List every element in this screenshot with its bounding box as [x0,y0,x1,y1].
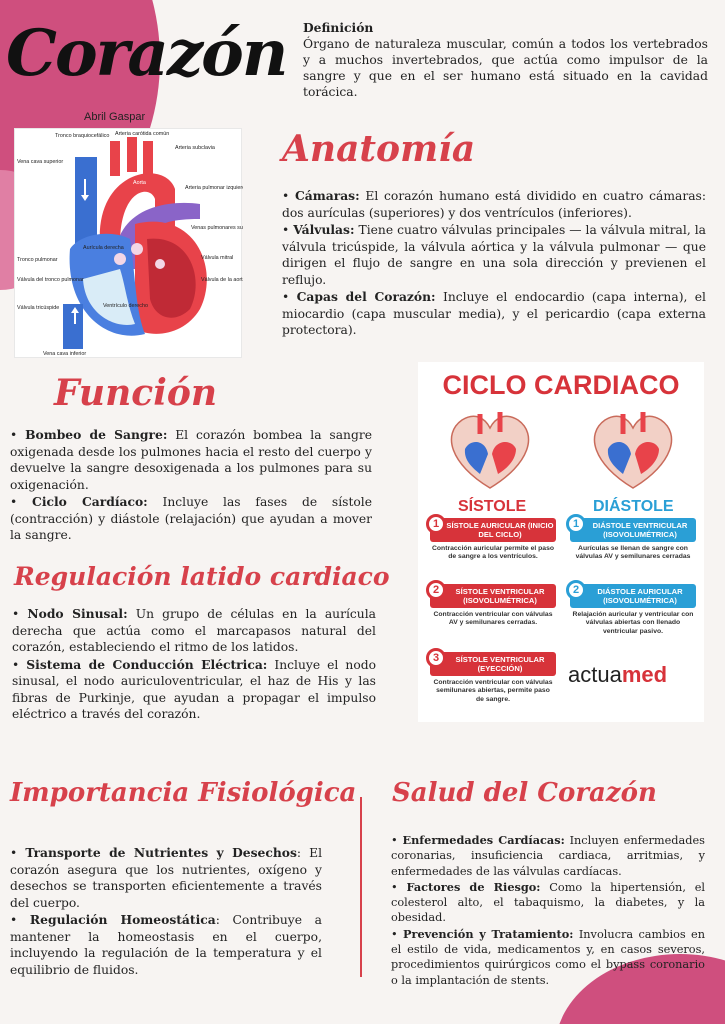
funcion-item: • Ciclo Cardíaco: Incluye las fases de sístole (contracción) y diástole (relajación) que ayudan a mover la sangre. [10,494,372,542]
importancia-title: Importancia Fisiológica [10,778,357,808]
salud-item-text: Como la hipertensión, el colesterol alto, el tabaquismo, la diabetes, y la obesidad. [391,880,705,925]
step-heading: SÍSTOLE AURICULAR (INICIO DEL CICLO) [430,518,556,542]
regulacion-text [12,606,376,724]
regulacion-item-text: Un grupo de células en la aurícula derecha que actúa como el marcapasos natural del corazón, estableciendo el ritmo de los latidos. [12,607,376,654]
actuamed-logo: actuamed [568,662,668,687]
regulacion-item: • Sistema de Conducción Eléctrica: Incluye el nodo sinusal, el nodo auriculoventricular, el haz de His y las fibras de Purkinje, que ayudan a propagar el impulso eléctrico a través del corazón. [12,656,376,721]
step-number-badge: 2 [566,580,586,600]
anatomia-item-text: Incluye el endocardio (capa interna), el miocardio (capa muscular media), y el pericardio (capa externa protectora). [282,290,706,337]
funcion-title: Función [54,372,218,414]
step-number-badge: 1 [426,514,446,534]
label-valvula-aorta: Válvula de la aorta [201,277,243,283]
importancia-item-text: : El corazón asegura que los nutrientes, oxígeno y desechos se transporten eficientemente a través del cuerpo. [10,846,323,910]
salud-item-label: Enfermedades Cardíacas: [402,833,565,847]
importancia-text [10,845,322,979]
label-valvula-tricuspide: Válvula tricúspide [17,305,60,311]
anatomia-item-text: El corazón humano está dividido en cuatro cámaras: dos aurículas (superiores) y dos ventrículos (inferiores). [282,189,706,220]
label-ventriculo-derecho: Ventrículo derecho [103,303,148,309]
step-heading: SÍSTOLE VENTRICULAR (EYECCIÓN) [430,652,556,676]
sistole-step [430,652,556,704]
salud-item: • Enfermedades Cardíacas: Incluyen enfermedades coronarias, insuficiencia cardiaca, arritmias, y enfermedades de las válvulas cardíacas. [391,833,705,878]
step-heading: DIÁSTOLE VENTRICULAR (ISOVOLUMÉTRICA) [570,518,696,542]
salud-item-label: Factores de Riesgo: [406,879,541,894]
anatomia-text [282,188,706,340]
label-valvula-tronco: Válvula del tronco pulmonar [17,277,84,283]
regulacion-item: • Nodo Sinusal: Un grupo de células en la aurícula derecha que actúa como el marcapasos natural del corazón, estableciendo el ritmo de los latidos. [12,606,376,654]
salud-item: • Prevención y Tratamiento: Involucra cambios en el estilo de vida, medicamentos y, en casos severos, procedimientos quirúrgicos como el bypass coronario o la implantación de stents. [391,926,705,987]
sistole-heart-icon [440,404,540,490]
heart-illustration [15,129,243,359]
regulacion-item-label: Nodo Sinusal: [27,606,128,621]
funcion-item-label: Ciclo Cardíaco: [32,494,148,509]
definition-block [303,20,708,100]
label-vena-cava-superior: Vena cava superior [17,159,64,165]
page-title: Corazón [6,16,287,91]
diastole-step [570,518,696,562]
step-description: Relajación auricular y ventricular con válvulas abiertas con llenado ventricular pasivo. [572,611,694,635]
label-arteria-carotida: Arteria carótida común [115,131,170,137]
anatomia-item: • Válvulas: Tiene cuatro válvulas principales — la válvula mitral, la válvula tricúspide, la válvula aórtica y la válvula pulmonar — que dirigen el flujo de sangre en una sola dirección y previenen el reflujo. [282,222,706,287]
heart-anatomy-diagram [14,128,242,358]
label-venas-pulmonares: Venas pulmonares su [191,225,243,231]
funcion-item: • Bombeo de Sangre: El corazón bombea la sangre oxigenada desde los pulmones hacia el resto del cuerpo y devuelve la sangre desoxigenada a los pulmones para su oxigenación. [10,427,372,492]
regulacion-item-label: Sistema de Conducción Eléctrica: [26,656,268,672]
anatomia-item: • Cámaras: El corazón humano está dividido en cuatro cámaras: dos aurículas (superiores) y dos ventrículos (inferiores). [282,188,706,220]
regulacion-title: Regulación latido cardiaco [14,562,390,591]
diastole-label: DIÁSTOLE [593,498,674,515]
anatomia-item-text: Tiene cuatro válvulas principales — la válvula mitral, la válvula tricúspide, la válvula aórtica y la válvula pulmonar — que dirigen el flujo de sangre en una sola dirección y previenen el reflujo. [282,223,706,287]
importancia-item: • Transporte de Nutrientes y Desechos: El corazón asegura que los nutrientes, oxígeno y desechos se transporten eficientemente a través del cuerpo. [10,845,323,910]
sistole-step [430,518,556,562]
importancia-item-text: : Contribuye a mantener la homeostasis en el cuerpo, incluyendo la regulación de la temperatura y el equilibrio de fluidos. [10,913,323,977]
regulacion-item-text: Incluye el nodo sinusal, el nodo auriculoventricular, el haz de His y las fibras de Purkinje, que ayudan a propagar el impulso eléctrico a través del corazón. [12,657,376,721]
step-number-badge: 1 [566,514,586,534]
label-arteria-subclavia: Arteria subclavia [175,145,215,151]
funcion-text [10,427,372,545]
definition-heading: Definición [303,20,374,35]
salud-item-text: Involucra cambios en el estilo de vida, medicamentos y, en casos severos, procedimientos quirúrgicos como el bypass coronario o la implantación de stents. [391,927,705,987]
ciclo-cardiaco-infographic [418,362,704,722]
diastole-step [570,584,696,636]
salud-item-label: Prevención y Tratamiento: [403,926,574,941]
step-heading: DIÁSTOLE AURICULAR (ISOVOLUMÉTRICA) [570,584,696,608]
sistole-step [430,584,556,628]
salud-text [391,833,705,989]
label-aorta: Aorta [133,180,146,186]
step-heading: SÍSTOLE VENTRICULAR (ISOVOLUMÉTRICA) [430,584,556,608]
step-description: Contracción ventricular con válvulas semilunares abiertas, permite paso de sangre. [433,679,553,703]
sistole-label: SÍSTOLE [458,498,527,515]
importancia-item-label: Regulación Homeostática [29,912,216,927]
importancia-item-label: Transporte de Nutrientes y Desechos [25,845,297,860]
anatomia-title: Anatomía [282,128,476,170]
anatomia-item-label: Cámaras: [295,188,360,203]
anatomia-item-label: Capas del Corazón: [296,289,436,304]
step-number-badge: 2 [426,580,446,600]
section-divider [360,797,362,977]
importancia-item: • Regulación Homeostática: Contribuye a mantener la homeostasis en el cuerpo, incluyendo la regulación de la temperatura y el equilibrio de fluidos. [10,912,323,977]
label-tronco-braquiocefalico: Tronco braquiocefálico [55,133,110,139]
funcion-item-label: Bombeo de Sangre: [25,427,168,442]
funcion-item-text: Incluye las fases de sístole (contracción) y diástole (relajación) que ayudan a mover la sangre. [10,495,372,542]
salud-title: Salud del Corazón [392,778,657,808]
label-arteria-pulmonar: Arteria pulmonar izquierda [185,185,243,191]
definition-text: Órgano de naturaleza muscular, común a todos los vertebrados y a muchos invertebrados, que actúa como impulsor de la sangre y que en el ser humano está situado en la cavidad torácica. [303,37,708,99]
step-description: Aurículas se llenan de sangre con válvulas AV y semilunares cerradas [575,545,691,561]
label-vena-cava-inferior: Vena cava inferior [43,351,87,357]
author-name: Abril Gaspar [84,111,146,123]
ciclo-title: CICLO CARDIACO [442,370,680,400]
step-description: Contracción auricular permite el paso de sangre a los ventrículos. [432,545,555,561]
label-auricula-derecha: Aurícula derecha [83,245,124,251]
salud-item: • Factores de Riesgo: Como la hipertensión, el colesterol alto, el tabaquismo, la diabetes, y la obesidad. [391,879,705,925]
step-description: Contracción ventricular con válvulas AV y semilunares cerradas. [433,611,553,627]
funcion-item-text: El corazón bombea la sangre oxigenada desde los pulmones hacia el resto del cuerpo y devuelve la sangre desoxigenada a los pulmones para su oxigenación. [10,428,372,492]
label-valvula-mitral: Válvula mitral [201,255,234,261]
label-tronco-pulmonar: Tronco pulmonar [17,257,58,263]
diastole-heart-icon [583,404,683,490]
anatomia-item-label: Válvulas: [293,222,355,237]
salud-item-text: Incluyen enfermedades coronarias, insuficiencia cardiaca, arritmias, y enfermedades de las válvulas cardíacas. [391,834,705,878]
anatomia-item: • Capas del Corazón: Incluye el endocardio (capa interna), el miocardio (capa muscular media), y el pericardio (capa externa protectora). [282,289,706,337]
step-number-badge: 3 [426,648,446,668]
